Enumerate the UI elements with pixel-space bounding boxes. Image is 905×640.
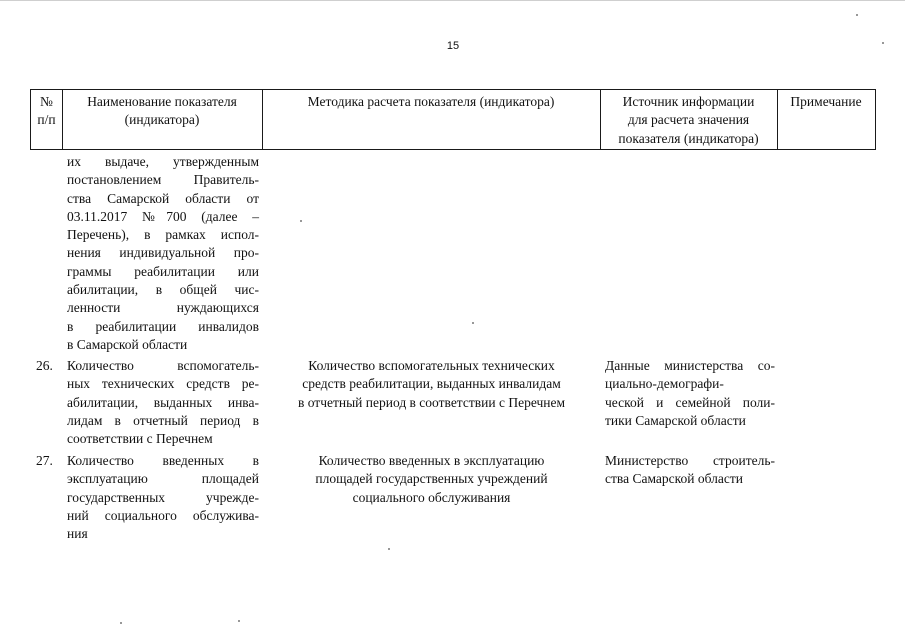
text-line: в реабилитации инвалидов xyxy=(67,318,259,334)
header-line: для расчета значения xyxy=(627,112,750,128)
text-line: ния xyxy=(67,526,88,542)
text-line: абилитации, выданных инва- xyxy=(67,394,259,410)
text-line: Перечень), в рамках испол- xyxy=(67,227,259,243)
scan-speck xyxy=(120,622,122,624)
row-method-cell xyxy=(268,357,595,412)
text-line: граммы реабилитации или xyxy=(67,263,259,279)
text-line: эксплуатацию площадей xyxy=(67,471,259,487)
page-number: 15 xyxy=(446,40,460,52)
scan-speck xyxy=(388,548,390,550)
text-line: площадей государственных учреждений xyxy=(315,471,548,487)
scan-top-edge xyxy=(0,0,905,1)
text-line: ческой и семейной поли- xyxy=(605,394,775,410)
text-line: в отчетный период в соответствии с Перечнем xyxy=(297,394,566,410)
text-line: соответствии с Перечнем xyxy=(67,431,213,447)
text-line: социального обслуживания xyxy=(352,489,511,505)
header-number xyxy=(30,89,63,150)
text-line: ства Самарской области от xyxy=(67,190,259,206)
text-line: лидам в отчетный период в xyxy=(67,412,259,428)
header-method xyxy=(262,89,601,150)
text-line: Министерство строитель- xyxy=(605,453,775,468)
text-line: Количество вспомогательных технических xyxy=(308,358,555,373)
text-line: их выдаче, утвержденным xyxy=(67,154,259,169)
row-name-cell xyxy=(67,452,259,543)
header-line: Источник информации xyxy=(622,94,755,109)
text-line: Данные министерства со- xyxy=(605,358,775,373)
scan-speck xyxy=(882,42,884,44)
header-line: (индикатора) xyxy=(124,112,200,128)
text-line: ных технических средств ре- xyxy=(67,376,259,392)
text-line: в Самарской области xyxy=(67,336,188,352)
row-method-cell xyxy=(268,452,595,507)
header-source xyxy=(600,89,778,150)
text-line: ний социального обслужива- xyxy=(67,507,259,523)
text-line: циально-демографи- xyxy=(605,376,724,392)
header-line: показателя (индикатора) xyxy=(618,130,759,146)
row-source-cell xyxy=(605,357,775,430)
row-number: 26. xyxy=(36,358,53,373)
scan-speck xyxy=(856,14,858,16)
header-line: Методика расчета показателя (индикатора) xyxy=(307,94,555,109)
header-note xyxy=(777,89,876,150)
text-line: 03.11.2017 №700 (далее – xyxy=(67,208,259,224)
header-line: Наименование показателя xyxy=(87,94,237,109)
text-line: Количество вспомогатель- xyxy=(67,358,259,373)
text-line: нения индивидуальной про- xyxy=(67,245,259,261)
text-line: Количество введенных в эксплуатацию xyxy=(318,453,545,468)
text-line: абилитации, в общей чис- xyxy=(67,282,259,298)
scan-speck xyxy=(238,620,240,622)
text-line: ства Самарской области xyxy=(605,471,743,487)
text-line: тики Самарской области xyxy=(605,412,746,428)
text-line: Количество введенных в xyxy=(67,453,259,468)
text-line: ленности нуждающихся xyxy=(67,300,259,316)
text-line: государственных учрежде- xyxy=(67,489,259,505)
header-indicator-name xyxy=(62,89,263,150)
scan-speck xyxy=(300,220,302,222)
row-name-cell xyxy=(67,357,259,448)
row-number: 27. xyxy=(36,453,53,468)
text-line: постановлением Правитель- xyxy=(67,172,259,188)
row-source-cell xyxy=(605,452,775,489)
text-line: средств реабилитации, выданных инвалидам xyxy=(302,376,561,392)
header-line: Примечание xyxy=(790,94,862,109)
header-line: п/п xyxy=(37,112,56,128)
scan-speck xyxy=(472,322,474,324)
header-line: № xyxy=(40,94,53,109)
continuation-name-cell xyxy=(67,153,259,354)
